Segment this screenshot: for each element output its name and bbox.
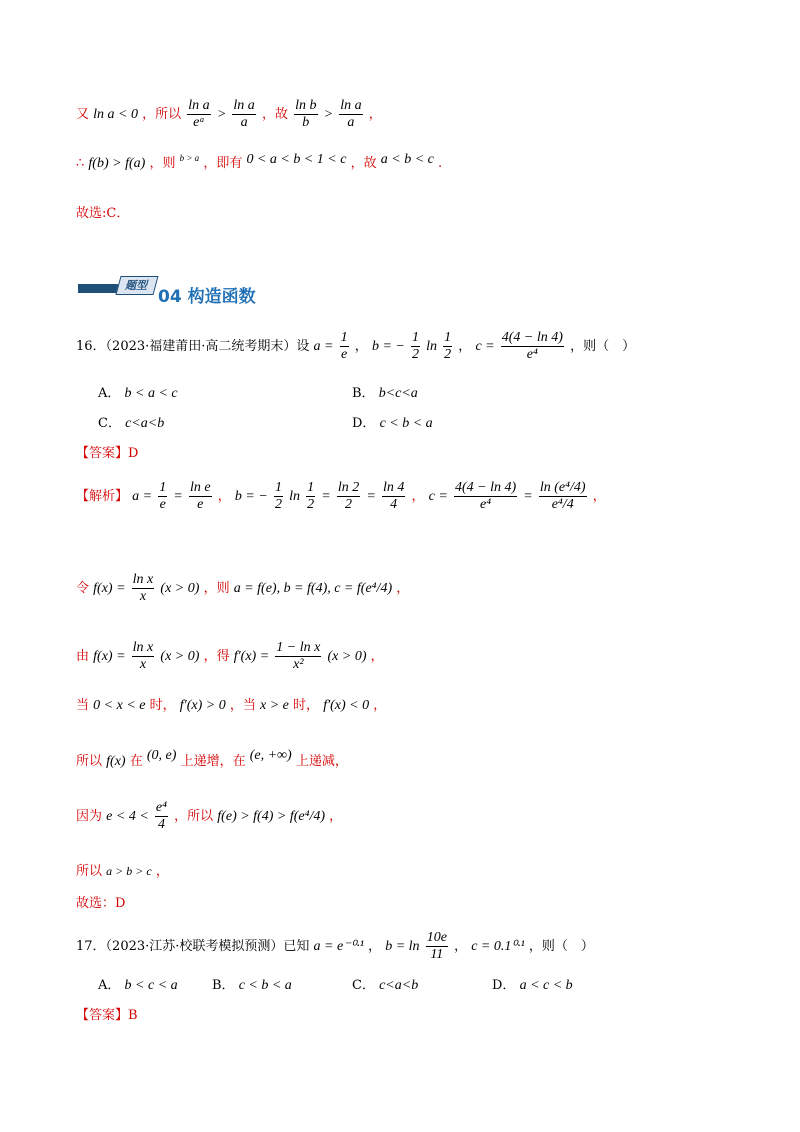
denominator: a xyxy=(240,115,248,130)
text: ， xyxy=(370,649,384,664)
option-label: D． xyxy=(492,978,516,993)
text: 令 xyxy=(76,581,90,596)
math: 0 < a < b < 1 < c xyxy=(246,152,347,167)
numerator: ln 2 xyxy=(337,480,360,495)
math: ln xyxy=(289,489,300,504)
option-label: C． xyxy=(352,978,375,993)
math: f(e) > f(4) > f(e⁴/4) xyxy=(217,809,326,824)
text: 时， xyxy=(149,698,176,713)
denominator: e xyxy=(159,497,166,512)
numerator: 1 − ln x xyxy=(276,640,321,655)
denominator: 2 xyxy=(345,497,353,512)
math: = xyxy=(321,489,331,504)
option-label: A． xyxy=(98,386,121,401)
option-text: b < a < c xyxy=(124,386,178,401)
denominator: 4 xyxy=(157,817,165,832)
numerator: ln (e⁴/4) xyxy=(539,480,586,495)
text: 因为 xyxy=(76,809,103,824)
text: ，所以 xyxy=(174,809,214,824)
question-number: 17．（2023·江苏·校联考模拟预测）已知 xyxy=(76,939,310,954)
math: b = ln xyxy=(385,939,420,954)
q16-answer: 【答案】D xyxy=(76,446,139,461)
text: 上递减， xyxy=(295,754,348,769)
section-title: 04 构造函数 xyxy=(158,287,256,307)
fraction xyxy=(232,98,255,131)
math: b > a xyxy=(179,153,200,163)
option-text: b<c<a xyxy=(378,386,418,401)
denominator: 11 xyxy=(430,947,444,962)
text: 所以 xyxy=(76,754,103,769)
denominator: a xyxy=(347,115,355,130)
text: ，则（ ） xyxy=(528,939,594,954)
text: ， xyxy=(373,698,387,713)
option-text: a < c < b xyxy=(519,978,573,993)
fraction xyxy=(294,98,317,131)
q16-solution-line-5 xyxy=(76,748,348,770)
fraction xyxy=(443,330,452,363)
math: (0, e) xyxy=(146,748,177,763)
q16-solution-line-1 xyxy=(76,480,606,513)
section-bar xyxy=(78,284,118,293)
denominator: x² xyxy=(293,657,304,672)
prev-answer-choice: 故选:C． xyxy=(76,206,130,221)
denominator: e⁴ xyxy=(526,347,538,362)
text: ，故 xyxy=(261,107,288,122)
denominator: e⁴/4 xyxy=(551,497,574,512)
numerator: ln 4 xyxy=(382,480,405,495)
fraction xyxy=(132,640,155,673)
fraction xyxy=(132,572,155,605)
text: 上递增，在 xyxy=(180,754,246,769)
text: ， xyxy=(354,339,368,354)
math: (x > 0) xyxy=(160,581,200,596)
numerator: ln a xyxy=(188,98,210,113)
fraction xyxy=(501,330,564,363)
text: ， xyxy=(411,489,425,504)
math: a = f(e), b = f(4), c = f(e⁴/4) xyxy=(233,581,393,596)
denominator: x xyxy=(139,657,147,672)
numerator: e⁴ xyxy=(155,800,167,815)
fraction xyxy=(158,480,167,513)
text: ， xyxy=(217,489,231,504)
denominator: b xyxy=(302,115,310,130)
math: ln a < 0 xyxy=(93,107,138,122)
denominator: eᵃ xyxy=(193,115,205,130)
option-label: A． xyxy=(98,978,121,993)
math: (x > 0) xyxy=(160,649,200,664)
option-label: D． xyxy=(352,416,376,431)
option-text: c<a<b xyxy=(379,978,419,993)
denominator: e xyxy=(341,347,348,362)
q17-option-c[interactable] xyxy=(352,974,418,994)
fraction xyxy=(275,640,321,673)
numerator: 1 xyxy=(274,480,282,495)
q16-option-c[interactable] xyxy=(98,412,164,432)
text: ， xyxy=(454,939,468,954)
option-text: c < b < a xyxy=(379,416,433,431)
text: ， xyxy=(368,107,382,122)
math: f′(x) = xyxy=(233,649,270,664)
question-16-stem xyxy=(76,330,635,363)
numerator: ln a xyxy=(340,98,362,113)
numerator: 1 xyxy=(444,330,452,345)
denominator: x xyxy=(139,589,147,604)
math: b = − xyxy=(371,339,405,354)
fraction xyxy=(339,98,362,131)
math: e < 4 < xyxy=(106,809,149,824)
math: f′(x) > 0 xyxy=(179,698,226,713)
numerator: 4(4 − ln 4) xyxy=(454,480,517,495)
q16-answer-choice: 故选：D xyxy=(76,896,126,911)
math: (x > 0) xyxy=(327,649,367,664)
math: a > b > c xyxy=(106,864,152,878)
denominator: 2 xyxy=(411,347,419,362)
text: 又 xyxy=(76,107,90,122)
math: a = xyxy=(132,489,153,504)
q16-solution-line-7 xyxy=(76,860,169,879)
question-17-stem xyxy=(76,930,594,963)
math: a = xyxy=(313,339,334,354)
prev-solution-line-1 xyxy=(76,98,382,131)
q16-option-d[interactable] xyxy=(352,412,433,432)
text: 时， xyxy=(293,698,320,713)
fraction xyxy=(274,480,283,513)
q17-answer: 【答案】B xyxy=(76,1008,138,1023)
math: a < b < c xyxy=(380,152,434,167)
fraction xyxy=(340,330,349,363)
denominator: 2 xyxy=(307,497,315,512)
math: = xyxy=(366,489,376,504)
math: f′(x) < 0 xyxy=(323,698,370,713)
fraction xyxy=(337,480,360,513)
therefore-symbol: ∴ xyxy=(76,156,85,171)
text: ， xyxy=(592,489,606,504)
numerator: 1 xyxy=(340,330,348,345)
text: ，则 xyxy=(203,581,230,596)
text: ， xyxy=(368,939,382,954)
numerator: 1 xyxy=(411,330,419,345)
option-text: b < c < a xyxy=(124,978,178,993)
option-label: C． xyxy=(98,416,121,431)
text: 在 xyxy=(129,754,143,769)
text: ，即有 xyxy=(203,156,243,171)
denominator: 4 xyxy=(390,497,398,512)
fraction xyxy=(189,480,212,513)
math: > xyxy=(323,107,334,122)
fraction xyxy=(187,98,210,131)
math: f(b) > f(a) xyxy=(88,156,146,171)
math: c = xyxy=(475,339,495,354)
q16-option-b[interactable] xyxy=(352,382,418,402)
q17-option-a[interactable] xyxy=(98,974,178,994)
section-tag: 题型 xyxy=(115,276,158,295)
question-number: 16．（2023·福建莆田·高二统考期末）设 xyxy=(76,339,310,354)
fraction xyxy=(411,330,420,363)
denominator: e xyxy=(197,497,204,512)
math: f(x) = xyxy=(93,649,126,664)
prev-solution-line-2 xyxy=(76,152,442,172)
q16-solution-line-3 xyxy=(76,640,384,673)
numerator: ln e xyxy=(189,480,211,495)
numerator: 4(4 − ln 4) xyxy=(501,330,563,345)
q17-option-d[interactable] xyxy=(492,974,573,994)
math: c = 0.1⁰·¹ xyxy=(471,939,525,954)
text: ， xyxy=(329,809,343,824)
text: ，得 xyxy=(203,649,230,664)
fraction xyxy=(155,800,168,833)
math: x > e xyxy=(260,698,289,713)
math: = xyxy=(173,489,183,504)
math: = xyxy=(523,489,533,504)
q16-solution-line-6 xyxy=(76,800,342,833)
math: (e, +∞) xyxy=(249,748,292,763)
math: a = e⁻⁰·¹ xyxy=(313,939,364,954)
math: > xyxy=(216,107,227,122)
fraction xyxy=(382,480,405,513)
text: ， xyxy=(458,339,472,354)
numerator: ln b xyxy=(295,98,317,113)
math: ln xyxy=(426,339,438,354)
text: ， xyxy=(396,581,410,596)
text: ，当 xyxy=(229,698,256,713)
option-text: c < b < a xyxy=(238,978,292,993)
option-text: c<a<b xyxy=(125,416,165,431)
text: ，则（ ） xyxy=(570,339,636,354)
math: b = − xyxy=(234,489,268,504)
text: 当 xyxy=(76,698,90,713)
denominator: e⁴ xyxy=(480,497,492,512)
numerator: ln x xyxy=(132,572,154,587)
denominator: 2 xyxy=(274,497,282,512)
text: 所以 xyxy=(76,864,103,879)
numerator: 1 xyxy=(307,480,315,495)
option-label: B． xyxy=(212,978,235,993)
denominator: 2 xyxy=(444,347,452,362)
numerator: 1 xyxy=(159,480,167,495)
text: ，故 xyxy=(350,156,377,171)
text: ，所以 xyxy=(142,107,182,122)
text: 由 xyxy=(76,649,90,664)
q16-solution-line-4 xyxy=(76,694,386,714)
math: f(x) xyxy=(106,754,126,769)
option-label: B． xyxy=(352,386,375,401)
text: ，则 xyxy=(149,156,176,171)
text: ， xyxy=(155,864,169,879)
numerator: ln a xyxy=(233,98,255,113)
solution-heading: 【解析】 xyxy=(76,489,129,504)
math: c = xyxy=(428,489,448,504)
q16-option-a[interactable] xyxy=(98,382,178,402)
fraction xyxy=(454,480,517,513)
q17-option-b[interactable] xyxy=(212,974,292,994)
text: . xyxy=(438,156,443,171)
q16-solution-line-2 xyxy=(76,572,409,605)
math: f(x) = xyxy=(93,581,126,596)
numerator: 10e xyxy=(426,930,447,945)
numerator: ln x xyxy=(132,640,154,655)
fraction xyxy=(426,930,448,963)
fraction xyxy=(306,480,315,513)
fraction xyxy=(539,480,587,513)
math: 0 < x < e xyxy=(93,698,146,713)
